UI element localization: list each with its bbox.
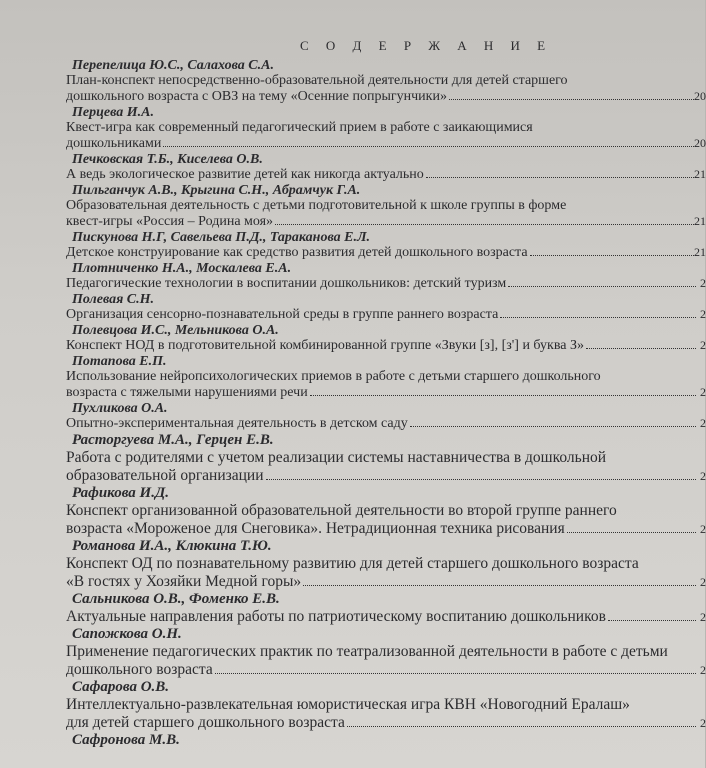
entry-title-line bbox=[60, 73, 700, 89]
entry-title-text: возраста с тяжелыми нарушениями речи bbox=[66, 385, 308, 400]
page-number: 2 bbox=[700, 663, 706, 677]
page-number: 2 bbox=[700, 716, 706, 730]
entry-title-text: дошкольного возраста bbox=[66, 661, 213, 678]
entry-title-text: Конспект ОД по познавательному развитию для детей старшего дошкольного возраста bbox=[66, 555, 639, 572]
dot-leader bbox=[508, 286, 696, 287]
entry-title-text: Опытно-экспериментальная деятельность в детском саду bbox=[66, 416, 408, 431]
entry-title-line bbox=[60, 369, 700, 385]
entry-title-text: «В гостях у Хозяйки Медной горы» bbox=[66, 573, 302, 590]
page-number: 2 bbox=[700, 469, 706, 483]
entry-title-text: План-конспект непосредственно-образовательной деятельности для детей старшего bbox=[66, 73, 568, 88]
entry-title-line bbox=[60, 573, 700, 591]
entry-authors: Перепелица Ю.С., Салахова С.А. bbox=[72, 58, 274, 73]
page-number: 21 bbox=[694, 245, 706, 259]
entry-title-line bbox=[60, 167, 700, 183]
entry-authors: Пискунова Н.Г, Савельева П.Д., Тараканова Е.Л. bbox=[72, 230, 371, 245]
dot-leader bbox=[303, 585, 696, 586]
entry-title-line bbox=[60, 307, 700, 323]
entry-title-text: Конспект НОД в подготовительной комбинированной группе «Звуки [з], [з'] и буква З» bbox=[66, 338, 584, 353]
toc-entry bbox=[60, 538, 706, 591]
entry-title-line bbox=[60, 555, 700, 573]
page-number: 2 bbox=[700, 307, 706, 321]
entry-title-line bbox=[60, 449, 700, 467]
entry-authors: Пухликова О.А. bbox=[72, 401, 168, 416]
toc-entry bbox=[60, 230, 706, 261]
entry-title-text: для детей старшего дошкольного возраста bbox=[66, 714, 345, 731]
entry-authors: Сапожкова О.Н. bbox=[72, 626, 182, 642]
entry-authors: Плотниченко Н.А., Москалева Е.А. bbox=[72, 261, 292, 276]
entry-authors: Перцева И.А. bbox=[72, 105, 154, 120]
toc-entry bbox=[60, 485, 706, 538]
page-number: 21 bbox=[694, 167, 706, 181]
toc-entry bbox=[60, 58, 706, 105]
entry-title-text: Интеллектуально-развлекательная юмористическая игра КВН «Новогодний Ералаш» bbox=[66, 696, 630, 713]
toc-entry bbox=[60, 292, 706, 323]
toc-entry bbox=[60, 105, 706, 152]
dot-leader bbox=[426, 177, 696, 178]
page-number: 21 bbox=[694, 214, 706, 228]
toc-entry bbox=[60, 261, 706, 292]
toc-entry bbox=[60, 401, 706, 432]
dot-leader bbox=[215, 673, 696, 674]
dot-leader bbox=[163, 146, 696, 147]
entry-title-line bbox=[60, 120, 700, 136]
page-number: 2 bbox=[700, 338, 706, 352]
toc-entry bbox=[60, 152, 706, 183]
dot-leader bbox=[500, 317, 696, 318]
entry-title-line bbox=[60, 502, 700, 520]
dot-leader bbox=[310, 395, 696, 396]
dot-leader bbox=[586, 348, 696, 349]
entry-title-line bbox=[60, 385, 700, 401]
entry-title-text: Квест-игра как современный педагогический прием в работе с заикающимися bbox=[66, 120, 533, 135]
entry-title-line bbox=[60, 276, 700, 292]
entry-title-line bbox=[60, 416, 700, 432]
entry-title-text: А ведь экологическое развитие детей как никогда актуально bbox=[66, 167, 424, 182]
entry-authors: Романова И.А., Клюкина Т.Ю. bbox=[72, 538, 272, 554]
entry-title-text: Актуальные направления работы по патриотическому воспитанию дошкольников bbox=[66, 608, 606, 625]
entry-title-text: Образовательная деятельность с детьми подготовительной к школе группы в форме bbox=[66, 198, 567, 213]
entry-authors: Сафронова М.В. bbox=[72, 732, 180, 748]
dot-leader bbox=[266, 479, 696, 480]
entry-authors: Потапова Е.П. bbox=[72, 354, 167, 369]
dot-leader bbox=[275, 224, 696, 225]
dot-leader bbox=[608, 620, 696, 621]
entry-title-line bbox=[60, 661, 700, 679]
entry-title-line bbox=[60, 714, 700, 732]
entry-title-text: Использование нейропсихологических приемов в работе с детьми старшего дошкольного bbox=[66, 369, 601, 384]
entry-authors: Печковская Т.Б., Киселева О.В. bbox=[72, 152, 263, 167]
page-title: С О Д Е Р Ж А Н И Е bbox=[300, 38, 553, 53]
dot-leader bbox=[530, 255, 696, 256]
entry-title-line bbox=[60, 643, 700, 661]
dot-leader bbox=[567, 532, 696, 533]
entry-authors: Сальникова О.В., Фоменко Е.В. bbox=[72, 591, 280, 607]
table-of-contents bbox=[60, 58, 706, 749]
page-number: 2 bbox=[700, 385, 706, 399]
entry-authors: Расторгуева М.А., Герцен Е.В. bbox=[72, 432, 274, 448]
toc-entry bbox=[60, 354, 706, 401]
entry-title-text: квест-игры «Россия – Родина моя» bbox=[66, 214, 274, 229]
toc-entry bbox=[60, 679, 706, 732]
entry-title-line bbox=[60, 136, 700, 152]
toc-entry bbox=[60, 626, 706, 679]
entry-authors: Пильганчук А.В., Крыгина С.Н., Абрамчук Г.А. bbox=[72, 183, 361, 198]
entry-title-text: Применение педагогических практик по театрализованной деятельности в работе с детьми bbox=[66, 643, 668, 660]
entry-title-line bbox=[60, 245, 700, 261]
toc-entry bbox=[60, 323, 706, 354]
entry-title-line bbox=[60, 89, 700, 105]
entry-title-text: Конспект организованной образовательной деятельности во второй группе раннего bbox=[66, 502, 617, 519]
entry-authors: Полевцова И.С., Мельникова О.А. bbox=[72, 323, 279, 338]
dot-leader bbox=[347, 726, 696, 727]
toc-entry bbox=[60, 183, 706, 230]
entry-title-text: дошкольного возраста с ОВЗ на тему «Осенние попрыгунчики» bbox=[66, 89, 447, 104]
page-number: 20 bbox=[694, 136, 706, 150]
dot-leader bbox=[410, 426, 696, 427]
page-number: 2 bbox=[700, 610, 706, 624]
entry-title-line bbox=[60, 520, 700, 538]
entry-title-text: дошкольниками bbox=[66, 136, 162, 151]
entry-authors: Рафикова И.Д. bbox=[72, 485, 169, 501]
page-number: 2 bbox=[700, 276, 706, 290]
entry-title-line bbox=[60, 338, 700, 354]
toc-entry bbox=[60, 732, 700, 749]
page-number: 2 bbox=[700, 575, 706, 589]
page-number: 2 bbox=[700, 522, 706, 536]
entry-title-text: возраста «Мороженое для Снеговика». Нетрадиционная техника рисования bbox=[66, 520, 565, 537]
entry-authors: Полевая С.Н. bbox=[72, 292, 155, 307]
entry-title-text: Детское конструирование как средство развития детей дошкольного возраста bbox=[66, 245, 528, 260]
entry-title-line bbox=[60, 214, 700, 230]
entry-title-line bbox=[60, 467, 700, 485]
toc-entry bbox=[60, 591, 706, 626]
page-number: 20 bbox=[694, 89, 706, 103]
entry-authors: Сафарова О.В. bbox=[72, 679, 170, 695]
toc-entry bbox=[60, 432, 706, 485]
entry-title-text: Педагогические технологии в воспитании дошкольников: детский туризм bbox=[66, 276, 507, 291]
entry-title-text: Работа с родителями с учетом реализации системы наставничества в дошкольной bbox=[66, 449, 607, 466]
entry-title-text: Организация сенсорно-познавательной среды в группе раннего возраста bbox=[66, 307, 499, 322]
entry-title-text: образовательной организации bbox=[66, 467, 264, 484]
entry-title-line bbox=[60, 198, 700, 214]
entry-title-line bbox=[60, 696, 700, 714]
page-number: 2 bbox=[700, 416, 706, 430]
entry-title-line bbox=[60, 608, 700, 626]
dot-leader bbox=[449, 99, 696, 100]
